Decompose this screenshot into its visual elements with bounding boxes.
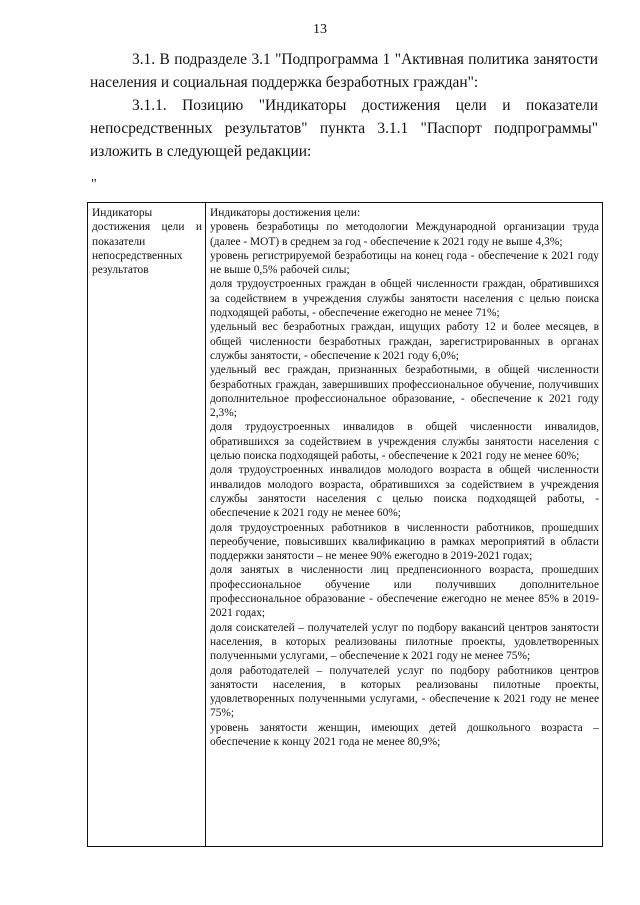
indicator-line: доля трудоустроенных инвалидов в общей численности инвалидов, обратившихся за содействием в учреждения службы занятости населения с целью поиска подходящей работы, - обеспечение к 2021 году не менее 60%; bbox=[210, 421, 599, 463]
opening-quote-mark: " bbox=[91, 177, 97, 192]
page-number: 13 bbox=[313, 22, 327, 37]
indicator-line: доля соискателей – получателей услуг по подбору вакансий центров занятости населения, в которых реализованы пилотные проекты, удовлетворенных полученными услугами, – обеспечение к 2021 году не менее 75%; bbox=[210, 621, 599, 663]
indicator-line: доля трудоустроенных граждан в общей численности граждан, обратившихся за содействием в учреждения службы занятости населения с целью поиска подходящей работы, - обеспечение ежегодно не менее 71%; bbox=[210, 278, 599, 320]
paragraph-subsection-3-1: 3.1. В подразделе 3.1 "Подпрограмма 1 "Активная политика занятости населения и социальная поддержка безработных граждан": bbox=[90, 51, 598, 91]
indicator-line: Индикаторы достижения цели: bbox=[210, 207, 361, 219]
indicator-line: доля трудоустроенных инвалидов молодого возраста в общей численности инвалидов молодого возраста, обратившихся за содействием в учреждения службы занятости населения с целью поиска подходящей работы, - обеспечение к 2021 году не менее 60%; bbox=[210, 464, 599, 520]
indicator-line: доля работодателей – получателей услуг по подбору работников центров занятости населения, в которых реализованы пилотные проекты, удовлетворенных полученными услугами, - обеспечение к 2021 году не менее 75%; bbox=[210, 664, 599, 720]
indicator-line: уровень занятости женщин, имеющих детей дошкольного возраста – обеспечение к концу 2021 года не менее 80,9%; bbox=[210, 721, 599, 748]
indicator-line: удельный вес безработных граждан, ищущих работу 12 и более месяцев, в общей численности безработных граждан, зарегистрированных в органах службы занятости, - обеспечение к 2021 году 6,0%; bbox=[210, 321, 599, 362]
indicator-line: уровень безработицы по методологии Международной организации труда (далее - МОТ) в среднем за год - обеспечение к 2021 году не выше 4,3%; bbox=[210, 221, 599, 248]
indicator-line: доля трудоустроенных работников в численности работников, прошедших переобучение, повысивших квалификацию в рамках мероприятий в области поддержки занятости – не менее 90% ежегодно в 2019-2021 годах; bbox=[210, 521, 599, 563]
indicator-line: удельный вес граждан, признанных безработными, в общей численности безработных граждан, завершивших профессиональное обучение, получивших дополнительное профессиональное образование, - обеспечение к 2021 году 2,3%; bbox=[210, 364, 599, 420]
indicator-line: доля занятых в численности лиц предпенсионного возраста, прошедших профессиональное обучение или получивших дополнительное профессиональное образование - обеспечение ежегодно не менее 85% в 2019-2021 годах; bbox=[210, 564, 599, 620]
table-row-header-cell: Индикаторы достижения цели и показатели непосредственных результатов bbox=[88, 203, 206, 846]
indicator-line: уровень регистрируемой безработицы на конец года - обеспечение к 2021 году не выше 0,5% рабочей силы; bbox=[210, 249, 599, 277]
passport-table bbox=[87, 202, 603, 847]
paragraph-item-3-1-1: 3.1.1. Позицию "Индикаторы достижения цели и показатели непосредственных результатов" пункта 3.1.1 "Паспорт подпрограммы" изложить в следующей редакции: bbox=[90, 97, 598, 160]
table-indicators-cell bbox=[206, 203, 602, 846]
